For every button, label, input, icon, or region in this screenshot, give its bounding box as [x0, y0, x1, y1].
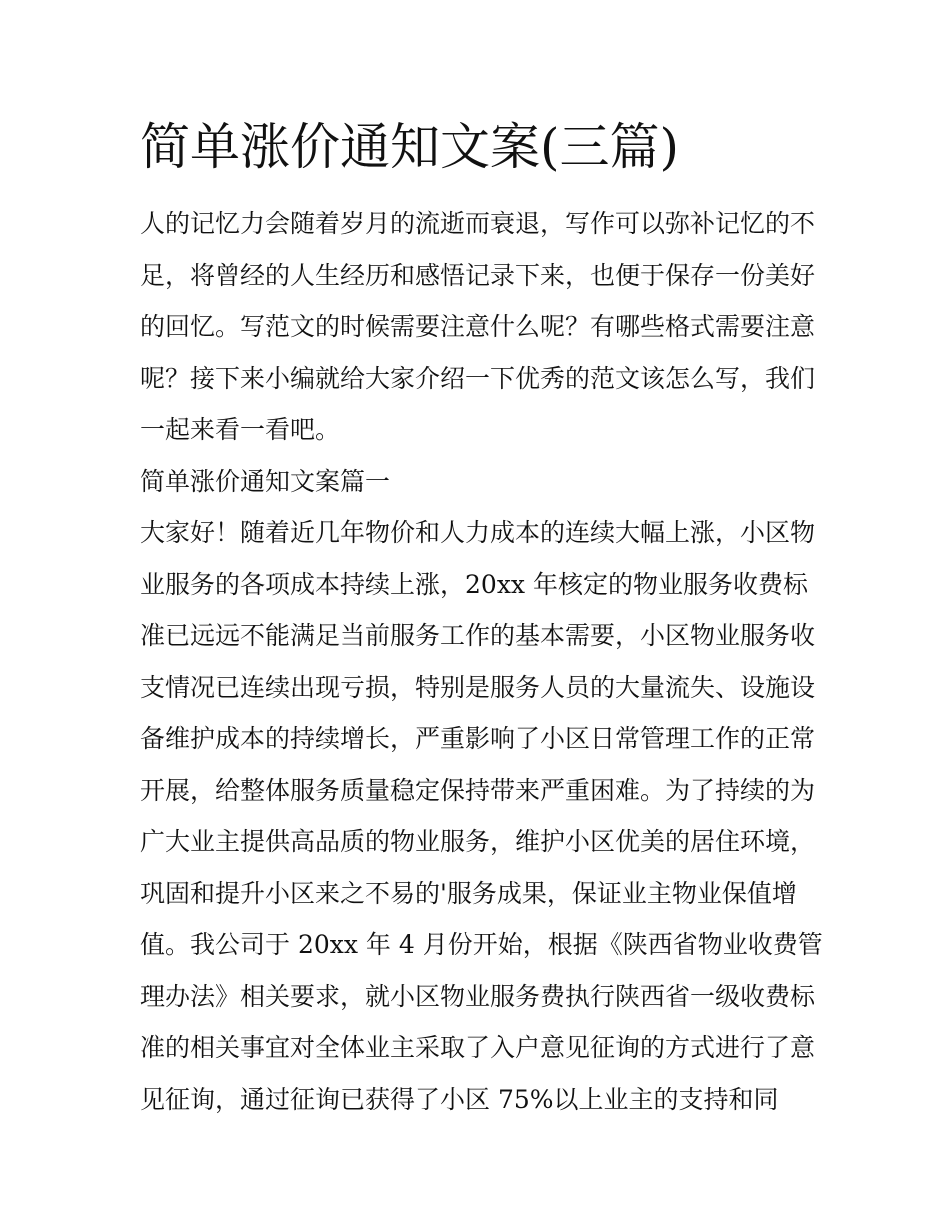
- document-title: 简单涨价通知文案(三篇): [140, 118, 680, 176]
- paragraph-line: 理办法》相关要求，就小区物业服务费执行陕西省一级收费标: [140, 981, 816, 1011]
- paragraph-line: 业服务的各项成本持续上涨，20xx 年核定的物业服务收费标: [140, 569, 808, 599]
- paragraph-line: 广大业主提供高品质的物业服务，维护小区优美的居住环境，: [140, 827, 816, 856]
- paragraph-line: 备维护成本的持续增长，严重影响了小区日常管理工作的正常: [140, 724, 816, 753]
- paragraph-line: 准已远远不能满足当前服务工作的基本需要，小区物业服务收: [140, 621, 816, 650]
- paragraph-line: 巩固和提升小区来之不易的'服务成果，保证业主物业保值增: [140, 878, 797, 908]
- section-heading: 简单涨价通知文案篇一: [140, 466, 391, 496]
- paragraph-line: 支情况已连续出现亏损，特别是服务人员的大量流失、设施设: [140, 672, 816, 702]
- paragraph-line: 的回忆。写范文的时候需要注意什么呢？有哪些格式需要注意: [140, 312, 816, 341]
- paragraph-line: 一起来看一看吧。: [140, 415, 341, 444]
- paragraph-line: 大家好！随着近几年物价和人力成本的连续大幅上涨，小区物: [140, 518, 816, 547]
- paragraph-line: 开展，给整体服务质量稳定保持带来严重困难。为了持续的为: [140, 775, 816, 805]
- paragraph-line: 人的记忆力会随着岁月的流逝而衰退，写作可以弥补记忆的不: [140, 209, 816, 238]
- paragraph-line: 呢？接下来小编就给大家介绍一下优秀的范文该怎么写，我们: [140, 363, 816, 393]
- document-body: [140, 198, 823, 1125]
- paragraph-line: 足，将曾经的人生经历和感悟记录下来，也便于保存一份美好: [140, 260, 816, 290]
- paragraph-line: 准的相关事宜对全体业主采取了入户意见征询的方式进行了意: [140, 1033, 816, 1062]
- paragraph-line: 见征询，通过征询已获得了小区 75%以上业主的支持和同: [140, 1084, 779, 1114]
- paragraph-line: 值。我公司于 20xx 年 4 月份开始，根据《陕西省物业收费管: [140, 930, 823, 959]
